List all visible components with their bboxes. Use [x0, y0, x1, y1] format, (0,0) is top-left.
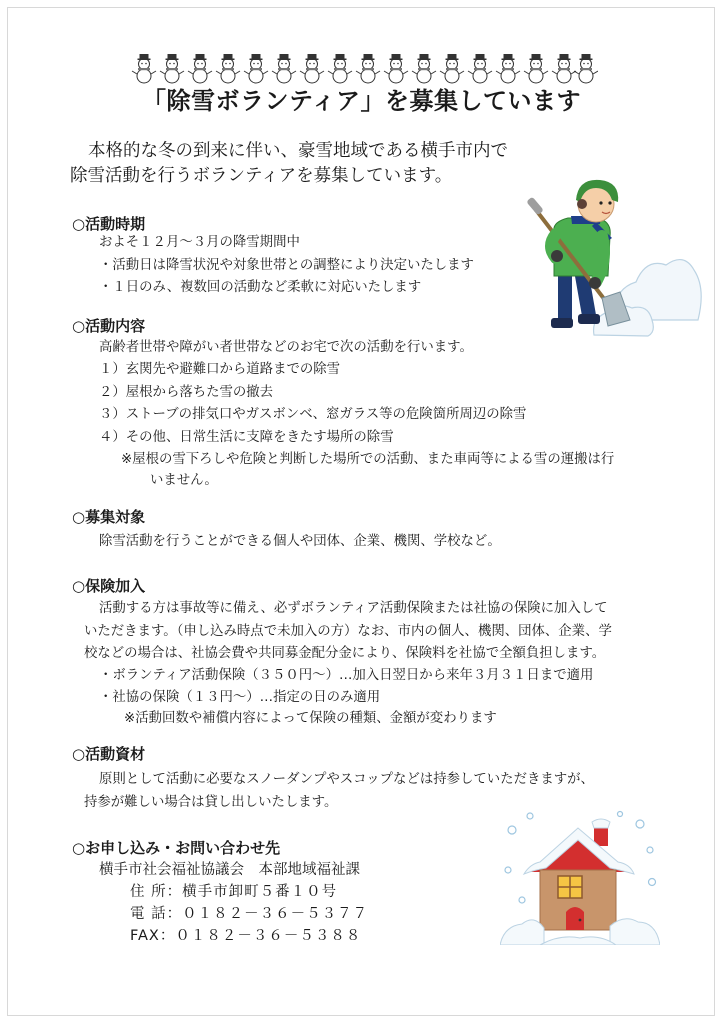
- section-heading-materials: ○活動資材: [72, 745, 146, 763]
- snowman-icon: [468, 54, 492, 83]
- section-heading-target: ○募集対象: [72, 508, 146, 526]
- snowman-icon: [574, 54, 598, 83]
- section-heading-contact: ○お申し込み・お問い合わせ先: [72, 839, 281, 857]
- snowman-row: [128, 52, 598, 86]
- content-item: ２）屋根から落ちた雪の撤去: [99, 385, 274, 400]
- period-main: およそ１２月～３月の降雪期間中: [99, 235, 300, 250]
- content-note: ※屋根の雪下ろしや危険と判断した場所での活動、また車両等による雪の運搬は行: [121, 452, 615, 467]
- snowman-icon: [356, 54, 380, 83]
- content-item: ４）その他、日常生活に支障をきたす場所の除雪: [99, 430, 394, 445]
- target-text: 除雪活動を行うことができる個人や団体、企業、機関、学校など。: [99, 534, 501, 549]
- content-note: いません。: [150, 473, 218, 488]
- intro-line: 除雪活動を行うボランティアを募集しています。: [70, 166, 453, 186]
- snowman-icon: [244, 54, 268, 83]
- section-heading-period: ○活動時期: [72, 215, 146, 233]
- section-heading-insurance: ○保険加入: [72, 577, 146, 595]
- snow-shoveling-person-illustration: [516, 170, 706, 345]
- materials-line: 持参が難しい場合は貸し出しいたします。: [84, 795, 338, 810]
- snowman-icon: [160, 54, 184, 83]
- section-heading-content: ○活動内容: [72, 317, 146, 335]
- insurance-paragraph: 活動する方は事故等に備え、必ずボランティア活動保険または社協の保険に加入して: [99, 601, 608, 616]
- snowman-icon: [384, 54, 408, 83]
- insurance-bullet: ・ボランティア活動保険（３５０円～）…加入日翌日から来年３月３１日まで適用: [99, 668, 594, 683]
- contact-phone[interactable]: 電 話：０１８２－３６－５３７７: [130, 906, 369, 922]
- snowman-icon: [132, 54, 156, 83]
- contact-fax: FAX：０１８２－３６－５３８８: [130, 928, 362, 944]
- snowman-icon: [440, 54, 464, 83]
- snowman-icon: [328, 54, 352, 83]
- snowman-icon: [188, 54, 212, 83]
- insurance-note: ※活動回数や補償内容によって保険の種類、金額が変わります: [124, 711, 497, 726]
- period-bullet: ・１日のみ、複数回の活動など柔軟に対応いたします: [99, 280, 422, 295]
- contact-address: 住 所：横手市卸町５番１０号: [130, 884, 338, 900]
- insurance-paragraph: 校などの場合は、社協会費や共同募金配分金により、保険料を社協で全額負担します。: [84, 646, 606, 661]
- contact-org: 横手市社会福祉協議会 本部地域福祉課: [99, 862, 360, 878]
- snowman-icon: [552, 54, 576, 83]
- snowman-icon: [272, 54, 296, 83]
- period-bullet: ・活動日は降雪状況や対象世帯との調整により決定いたします: [99, 258, 474, 273]
- snowman-icon: [412, 54, 436, 83]
- content-item: １）玄関先や避難口から道路までの除雪: [99, 362, 341, 377]
- snowman-icon: [524, 54, 548, 83]
- insurance-paragraph: いただきます。（申し込み時点で未加入の方）なお、市内の個人、機関、団体、企業、学: [84, 624, 612, 639]
- content-lead: 高齢者世帯や障がい者世帯などのお宅で次の活動を行います。: [99, 340, 473, 355]
- snowman-icon: [300, 54, 324, 83]
- page-title: 「除雪ボランティア」を募集しています: [141, 87, 582, 115]
- intro-line: 本格的な冬の到来に伴い、豪雪地域である横手市内で: [88, 141, 508, 161]
- insurance-bullet: ・社協の保険（１３円～）…指定の日のみ適用: [99, 690, 381, 705]
- snowman-icon: [216, 54, 240, 83]
- materials-line: 原則として活動に必要なスノーダンプやスコップなどは持参していただきますが、: [99, 772, 594, 787]
- snow-covered-house-illustration: [500, 810, 660, 945]
- snowman-icon: [496, 54, 520, 83]
- content-item: ３）ストーブの排気口やガスボンベ、窓ガラス等の危険箇所周辺の除雪: [99, 407, 527, 422]
